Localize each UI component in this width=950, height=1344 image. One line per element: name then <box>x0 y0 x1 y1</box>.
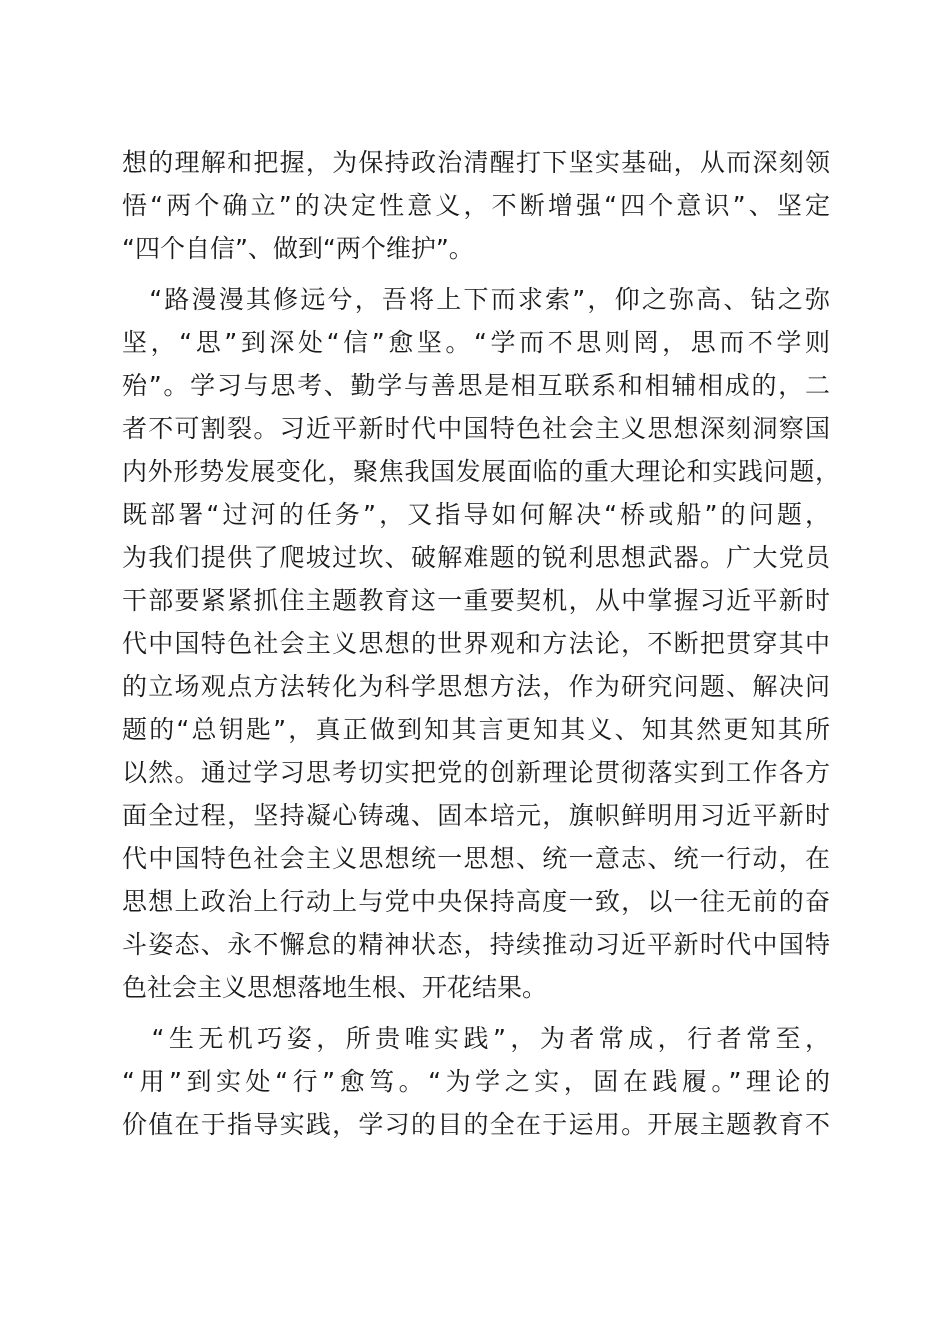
text-line: 题的“总钥匙”，真正做到知其言更知其义、知其然更知其所 <box>122 715 830 744</box>
text-line: 思想上政治上行动上与党中央保持高度一致，以一往无前的奋 <box>122 887 830 916</box>
text-line: 以然。通过学习思考切实把党的创新理论贯彻落实到工作各方 <box>122 758 830 787</box>
text-line: “用”到实处“行”愈笃。“为学之实，固在践履。”理论的 <box>122 1067 830 1096</box>
text-line: 斗姿态、永不懈怠的精神状态，持续推动习近平新时代中国特 <box>122 930 830 959</box>
text-line: 为我们提供了爬坡过坎、破解难题的锐利思想武器。广大党员 <box>122 543 830 572</box>
text-line: 殆”。学习与思考、勤学与善思是相互联系和相辅相成的，二 <box>122 371 830 400</box>
text-line: 想的理解和把握，为保持政治清醒打下坚实基础，从而深刻领 <box>122 148 830 177</box>
text-line: “生无机巧姿，所贵唯实践”，为者常成，行者常至， <box>122 1024 830 1053</box>
text-line: “路漫漫其修远兮，吾将上下而求索”，仰之弥高、钻之弥 <box>122 285 830 314</box>
text-line: 面全过程，坚持凝心铸魂、固本培元，旗帜鲜明用习近平新时 <box>122 801 830 830</box>
text-line: 代中国特色社会主义思想的世界观和方法论，不断把贯穿其中 <box>122 629 830 658</box>
text-line: “四个自信”、做到“两个维护”。 <box>122 234 474 263</box>
text-line: 坚，“思”到深处“信”愈坚。“学而不思则罔，思而不学则 <box>122 328 830 357</box>
text-line: 既部署“过河的任务”，又指导如何解决“桥或船”的问题， <box>122 500 830 529</box>
text-line: 色社会主义思想落地生根、开花结果。 <box>122 973 548 1002</box>
text-line: 悟“两个确立”的决定性意义，不断增强“四个意识”、坚定 <box>122 191 830 220</box>
text-line: 的立场观点方法转化为科学思想方法，作为研究问题、解决问 <box>122 672 830 701</box>
text-line: 者不可割裂。习近平新时代中国特色社会主义思想深刻洞察国 <box>122 414 830 443</box>
text-line: 代中国特色社会主义思想统一思想、统一意志、统一行动，在 <box>122 844 830 873</box>
text-line: 价值在于指导实践，学习的目的全在于运用。开展主题教育不 <box>122 1110 830 1139</box>
text-line: 干部要紧紧抓住主题教育这一重要契机，从中掌握习近平新时 <box>122 586 830 615</box>
text-line: 内外形势发展变化，聚焦我国发展面临的重大理论和实践问题， <box>122 457 840 486</box>
